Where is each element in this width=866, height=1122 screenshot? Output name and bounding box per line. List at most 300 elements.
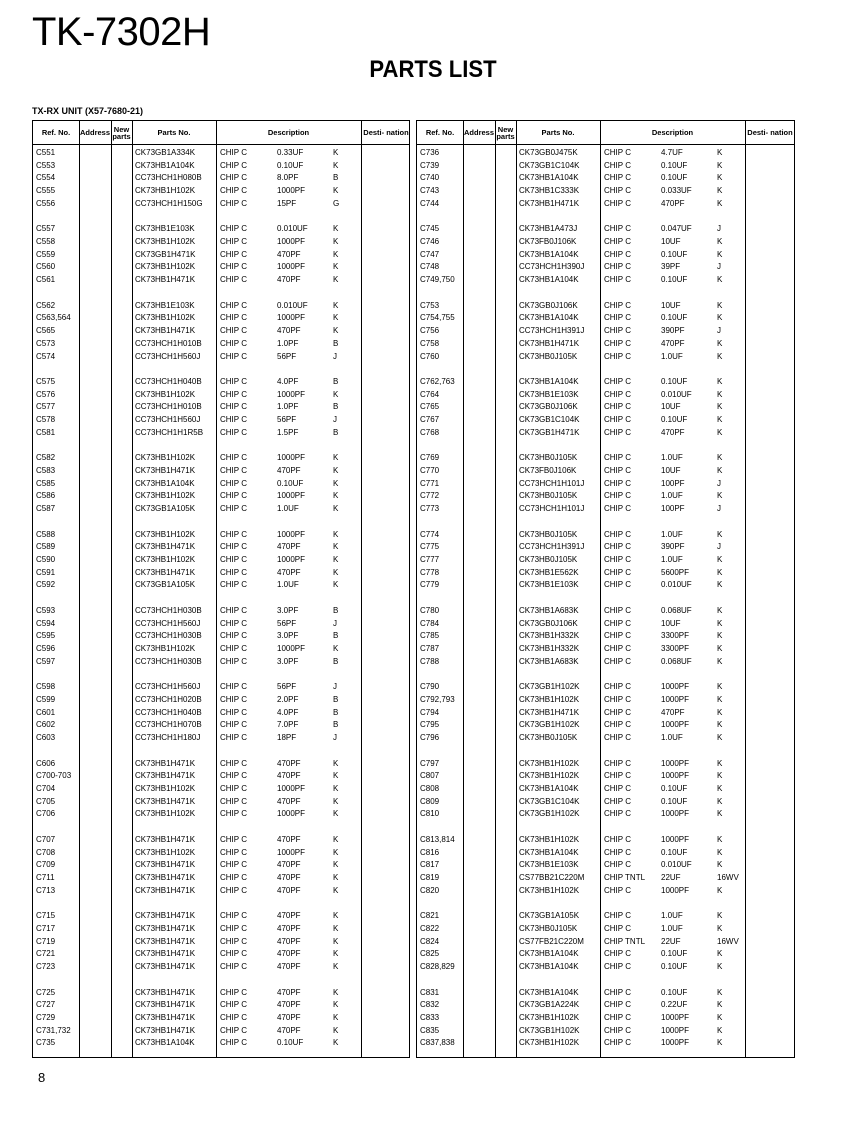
- table-row: [33, 796, 409, 809]
- desc-code: B: [333, 173, 339, 183]
- ref-no: C599: [36, 694, 56, 704]
- desc-type: CHIP C: [220, 198, 247, 208]
- table-row: [33, 478, 409, 491]
- parts-no: CK73HB0J105K: [519, 733, 578, 743]
- desc-value: 470PF: [277, 542, 301, 552]
- desc-type: CHIP C: [220, 936, 247, 946]
- ref-no: C719: [36, 936, 56, 946]
- ref-no: C727: [36, 1000, 56, 1010]
- ref-no: C813,814: [420, 834, 455, 844]
- desc-type: CHIP C: [604, 1025, 631, 1035]
- desc-type: CHIP C: [604, 567, 631, 577]
- desc-type: CHIP C: [220, 160, 247, 170]
- ref-no: C553: [36, 160, 56, 170]
- ref-no: C560: [36, 262, 56, 272]
- parts-no: CC73HCH1H040B: [135, 707, 202, 717]
- ref-no: C746: [420, 237, 440, 247]
- ref-no: C772: [420, 491, 440, 501]
- table-row: [33, 783, 409, 796]
- desc-value: 0.010UF: [277, 300, 308, 310]
- desc-value: 1000PF: [277, 491, 306, 501]
- desc-type: CHIP C: [220, 491, 247, 501]
- table-row: [417, 808, 794, 821]
- parts-no: CC73HCH1H1R5B: [135, 427, 204, 437]
- desc-value: 1000PF: [277, 784, 306, 793]
- desc-type: CHIP C: [220, 275, 247, 285]
- desc-value: 0.068UF: [661, 605, 692, 615]
- table-row: [417, 312, 794, 325]
- table-row: [417, 630, 794, 643]
- desc-value: 0.010UF: [277, 224, 308, 234]
- ref-no: C764: [420, 389, 440, 399]
- table-row: [33, 707, 409, 720]
- desc-code: K: [333, 873, 339, 883]
- desc-value: 1000PF: [661, 1025, 690, 1035]
- desc-code: K: [333, 275, 339, 285]
- header-description: Description: [267, 128, 310, 137]
- desc-code: K: [717, 1012, 723, 1022]
- desc-value: 1000PF: [661, 885, 690, 895]
- table-row: [33, 885, 409, 898]
- table-row: [417, 999, 794, 1012]
- desc-type: CHIP C: [604, 860, 631, 870]
- desc-code: K: [717, 313, 723, 323]
- desc-value: 470PF: [277, 275, 301, 285]
- desc-type: CHIP C: [220, 529, 247, 539]
- desc-type: CHIP C: [604, 173, 631, 183]
- parts-no: CK73GB1H102K: [519, 720, 580, 730]
- ref-no: C583: [36, 466, 56, 475]
- ref-no: C770: [420, 466, 440, 475]
- parts-no: CK73HB1A104K: [519, 376, 579, 386]
- parts-no: CK73HB1A104K: [135, 1038, 195, 1048]
- parts-no: CK73HB1H471K: [135, 1025, 196, 1035]
- ref-no: C795: [420, 720, 440, 730]
- parts-no: CK73HB1H102K: [135, 389, 196, 399]
- desc-type: CHIP C: [220, 376, 247, 386]
- desc-value: 1000PF: [277, 262, 306, 272]
- table-row: [417, 567, 794, 580]
- desc-code: K: [333, 1025, 339, 1035]
- desc-value: 0.10UF: [661, 962, 688, 972]
- desc-type: CHIP C: [604, 224, 631, 234]
- desc-code: K: [717, 466, 723, 475]
- table-row: [33, 630, 409, 643]
- desc-code: K: [333, 644, 339, 654]
- desc-code: J: [717, 542, 721, 552]
- desc-value: 1.0UF: [661, 911, 683, 921]
- table-row: [33, 529, 409, 542]
- desc-code: K: [717, 1025, 723, 1035]
- desc-type: CHIP C: [604, 694, 631, 704]
- parts-no: CK73HB1H471K: [135, 949, 196, 959]
- ref-no: C721: [36, 949, 56, 959]
- desc-type: CHIP C: [604, 631, 631, 641]
- desc-type: CHIP C: [604, 415, 631, 425]
- desc-code: K: [717, 949, 723, 959]
- desc-type: CHIP C: [604, 796, 631, 806]
- table-row: [417, 554, 794, 567]
- desc-type: CHIP C: [604, 389, 631, 399]
- table-row: [417, 847, 794, 860]
- desc-value: 0.10UF: [661, 376, 688, 386]
- parts-no: CK73HB1H332K: [519, 631, 580, 641]
- desc-value: 0.068UF: [661, 656, 692, 666]
- desc-value: 1.0UF: [661, 529, 683, 539]
- ref-no: C820: [420, 885, 440, 895]
- desc-code: K: [333, 809, 339, 819]
- desc-type: CHIP C: [220, 1038, 247, 1048]
- desc-code: K: [333, 1012, 339, 1022]
- desc-code: J: [717, 326, 721, 336]
- desc-value: 0.22UF: [661, 1000, 688, 1010]
- table-row: [417, 758, 794, 771]
- table-row: [33, 859, 409, 872]
- desc-value: 470PF: [277, 873, 301, 883]
- parts-no: CS77FB21C220M: [519, 936, 584, 946]
- desc-type: CHIP C: [220, 707, 247, 717]
- desc-code: K: [333, 796, 339, 806]
- ref-no: C559: [36, 249, 56, 259]
- parts-no: CK73HB1E103K: [519, 580, 579, 590]
- ref-no: C562: [36, 300, 56, 310]
- ref-no: C771: [420, 478, 440, 488]
- table-row: [417, 236, 794, 249]
- parts-no: CK73HB1H471K: [135, 771, 196, 781]
- table-row: [33, 936, 409, 949]
- desc-type: CHIP C: [604, 198, 631, 208]
- table-row: [33, 503, 409, 516]
- desc-value: 470PF: [277, 962, 301, 972]
- desc-type: CHIP C: [604, 949, 631, 959]
- parts-no: CK73HB1A104K: [519, 275, 579, 285]
- table-row: [417, 732, 794, 745]
- table-row: [33, 261, 409, 274]
- desc-type: CHIP C: [220, 784, 247, 793]
- ref-no: C756: [420, 326, 440, 336]
- ref-no: C561: [36, 275, 56, 285]
- table-row: [417, 147, 794, 160]
- ref-no: C555: [36, 186, 56, 196]
- table-row: [417, 770, 794, 783]
- ref-no: C792,793: [420, 694, 455, 704]
- desc-value: 100PF: [661, 478, 685, 488]
- parts-no: CK73HB1E103K: [135, 224, 195, 234]
- desc-value: 4.0PF: [277, 707, 299, 717]
- ref-no: C754,755: [420, 313, 455, 323]
- desc-code: B: [333, 376, 339, 386]
- desc-code: B: [333, 656, 339, 666]
- parts-no: CK73HB1E103K: [519, 389, 579, 399]
- ref-no: C596: [36, 644, 56, 654]
- ref-no: C778: [420, 567, 440, 577]
- parts-no: CK73HB1A104K: [519, 249, 579, 259]
- table-row: [33, 172, 409, 185]
- parts-no: CK73HB0J105K: [519, 555, 578, 565]
- desc-value: 470PF: [277, 466, 301, 475]
- page-title: PARTS LIST: [369, 56, 497, 83]
- desc-value: 2.0PF: [277, 694, 299, 704]
- ref-no: C588: [36, 529, 56, 539]
- desc-code: K: [333, 784, 339, 793]
- table-row: [33, 389, 409, 402]
- desc-code: K: [717, 962, 723, 972]
- header-new-parts: New parts: [112, 124, 131, 141]
- ref-no: C837,838: [420, 1038, 455, 1048]
- ref-no: C745: [420, 224, 440, 234]
- table-row: [33, 300, 409, 313]
- parts-no: CC73HCH1H101J: [519, 504, 585, 514]
- desc-code: J: [333, 682, 337, 692]
- table-row: [417, 351, 794, 364]
- desc-value: 1000PF: [277, 555, 306, 565]
- parts-no: CK73HB1H471K: [519, 338, 580, 348]
- parts-no: CK73HB1H102K: [519, 885, 580, 895]
- desc-value: 10UF: [661, 300, 681, 310]
- parts-no: CK73HB1H102K: [519, 694, 580, 704]
- parts-no: CK73HB1H471K: [135, 758, 196, 768]
- desc-type: CHIP C: [220, 478, 247, 488]
- table-row: [33, 847, 409, 860]
- desc-code: K: [717, 529, 723, 539]
- desc-code: K: [717, 771, 723, 781]
- ref-no: C794: [420, 707, 440, 717]
- desc-code: K: [717, 580, 723, 590]
- ref-no: C574: [36, 351, 56, 361]
- table-row: [417, 834, 794, 847]
- parts-no: CK73HB1H471K: [135, 326, 196, 336]
- parts-no: CK73HB1H102K: [519, 758, 580, 768]
- table-row: [33, 223, 409, 236]
- ref-no: C762,763: [420, 376, 455, 386]
- header-destination: Desti- nation: [363, 128, 409, 137]
- model-name: TK-7302H: [32, 10, 211, 54]
- desc-value: 0.010UF: [661, 389, 692, 399]
- table-row: [33, 961, 409, 974]
- desc-type: CHIP C: [604, 326, 631, 336]
- desc-value: 22UF: [661, 873, 681, 883]
- desc-type: CHIP C: [220, 860, 247, 870]
- ref-no: C808: [420, 784, 440, 793]
- parts-no: CK73HB1E103K: [519, 860, 579, 870]
- desc-type: CHIP C: [604, 847, 631, 857]
- ref-no: C821: [420, 911, 440, 921]
- table-row: [33, 770, 409, 783]
- desc-code: K: [717, 415, 723, 425]
- parts-no: CK73HB1A104K: [519, 784, 579, 793]
- ref-no: C573: [36, 338, 56, 348]
- desc-code: K: [333, 478, 339, 488]
- ref-no: C713: [36, 885, 56, 895]
- ref-no: C780: [420, 605, 440, 615]
- table-row: [417, 185, 794, 198]
- desc-type: CHIP C: [220, 224, 247, 234]
- desc-type: CHIP C: [604, 300, 631, 310]
- table-row: [33, 605, 409, 618]
- desc-value: 18PF: [277, 733, 297, 743]
- desc-code: B: [333, 707, 339, 717]
- desc-code: K: [333, 847, 339, 857]
- ref-no: C706: [36, 809, 56, 819]
- table-row: [33, 1037, 409, 1050]
- parts-no: CK73FB0J106K: [519, 466, 577, 475]
- parts-no: CK73HB1A104K: [519, 962, 579, 972]
- desc-code: K: [717, 682, 723, 692]
- ref-no: C557: [36, 224, 56, 234]
- desc-code: K: [333, 262, 339, 272]
- ref-no: C717: [36, 923, 56, 933]
- table-row: [33, 579, 409, 592]
- desc-type: CHIP C: [220, 326, 247, 336]
- parts-no: CK73GB0J106K: [519, 402, 578, 412]
- desc-code: K: [717, 796, 723, 806]
- desc-code: K: [717, 351, 723, 361]
- ref-no: C768: [420, 427, 440, 437]
- desc-value: 7.0PF: [277, 720, 299, 730]
- ref-no: C824: [420, 936, 440, 946]
- parts-no: CC73HCH1H030B: [135, 631, 202, 641]
- ref-no: C816: [420, 847, 440, 857]
- desc-value: 0.10UF: [277, 478, 304, 488]
- table-row: [33, 1012, 409, 1025]
- desc-type: CHIP C: [220, 351, 247, 361]
- desc-type: CHIP TNTL: [604, 873, 646, 883]
- ref-no: C711: [36, 873, 55, 883]
- desc-code: K: [717, 860, 723, 870]
- desc-code: B: [333, 338, 339, 348]
- ref-no: C790: [420, 682, 440, 692]
- desc-value: 470PF: [661, 427, 685, 437]
- parts-no: CK73GB1C104K: [519, 160, 580, 170]
- desc-type: CHIP C: [220, 402, 247, 412]
- parts-no: CC73HCH1H010B: [135, 338, 202, 348]
- desc-type: CHIP C: [220, 300, 247, 310]
- parts-no: CK73GB1A334K: [135, 148, 196, 157]
- desc-code: K: [333, 466, 339, 475]
- desc-value: 470PF: [277, 249, 301, 259]
- ref-no: C807: [420, 771, 440, 781]
- desc-value: 4.0PF: [277, 376, 299, 386]
- ref-no: C765: [420, 402, 440, 412]
- ref-no: C758: [420, 338, 440, 348]
- desc-type: CHIP C: [220, 580, 247, 590]
- parts-no: CK73HB1H332K: [519, 644, 580, 654]
- desc-type: CHIP C: [220, 873, 247, 883]
- ref-no: C606: [36, 758, 56, 768]
- desc-value: 0.010UF: [661, 860, 692, 870]
- table-row: [33, 236, 409, 249]
- desc-type: CHIP C: [220, 618, 247, 628]
- desc-type: CHIP C: [220, 796, 247, 806]
- table-row: [417, 872, 794, 885]
- desc-code: K: [717, 555, 723, 565]
- ref-no: C577: [36, 402, 56, 412]
- desc-value: 1000PF: [661, 682, 690, 692]
- desc-type: CHIP C: [604, 707, 631, 717]
- desc-value: 0.10UF: [661, 949, 688, 959]
- table-row: [33, 274, 409, 287]
- ref-no: C785: [420, 631, 440, 641]
- ref-no: C554: [36, 173, 56, 183]
- desc-value: 5600PF: [661, 567, 690, 577]
- ref-no: C593: [36, 605, 56, 615]
- ref-no: C707: [36, 834, 56, 844]
- desc-code: K: [333, 237, 339, 247]
- desc-value: 10UF: [661, 237, 681, 247]
- table-row: [417, 490, 794, 503]
- ref-no: C779: [420, 580, 440, 590]
- parts-no: CK73HB1H471K: [135, 987, 196, 997]
- desc-type: CHIP C: [220, 911, 247, 921]
- desc-code: K: [333, 962, 339, 972]
- table-row: [417, 579, 794, 592]
- parts-no: CK73HB1H471K: [135, 542, 196, 552]
- parts-no: CK73HB1H102K: [135, 262, 196, 272]
- desc-code: K: [717, 834, 723, 844]
- parts-no: CK73HB1A104K: [135, 160, 195, 170]
- table-row: [33, 198, 409, 211]
- parts-no: CK73GB0J475K: [519, 148, 578, 157]
- desc-code: K: [717, 173, 723, 183]
- desc-code: K: [333, 160, 339, 170]
- desc-value: 0.33UF: [277, 148, 304, 157]
- parts-no: CC73HCH1H180J: [135, 733, 201, 743]
- desc-type: CHIP C: [604, 237, 631, 247]
- ref-no: C773: [420, 504, 440, 514]
- desc-type: CHIP C: [220, 1000, 247, 1010]
- desc-code: K: [333, 326, 339, 336]
- desc-type: CHIP C: [220, 466, 247, 475]
- ref-no: C558: [36, 237, 56, 247]
- parts-no: CK73HB1H471K: [135, 796, 196, 806]
- ref-no: C576: [36, 389, 56, 399]
- desc-code: J: [333, 415, 337, 425]
- desc-type: CHIP C: [604, 555, 631, 565]
- ref-no: C715: [36, 911, 56, 921]
- table-row: [33, 312, 409, 325]
- table-row: [417, 172, 794, 185]
- page-number: 8: [38, 1070, 46, 1085]
- desc-code: K: [717, 148, 723, 157]
- desc-code: K: [717, 160, 723, 170]
- desc-code: K: [717, 275, 723, 285]
- desc-code: J: [333, 618, 337, 628]
- desc-value: 56PF: [277, 618, 297, 628]
- desc-value: 8.0PF: [277, 173, 299, 183]
- table-row: [417, 783, 794, 796]
- header-ref-no: Ref. No.: [41, 128, 71, 137]
- ref-no: C735: [36, 1038, 56, 1048]
- parts-no: CK73HB1H102K: [135, 491, 196, 501]
- desc-type: CHIP C: [604, 542, 631, 552]
- desc-type: CHIP C: [604, 682, 631, 692]
- parts-table-left: [32, 120, 410, 1058]
- desc-code: J: [717, 224, 721, 234]
- desc-code: 16WV: [717, 873, 739, 883]
- table-row: [417, 681, 794, 694]
- desc-type: CHIP C: [604, 402, 631, 412]
- table-row: [417, 401, 794, 414]
- ref-no: C578: [36, 415, 56, 425]
- ref-no: C591: [36, 567, 56, 577]
- table-row: [417, 796, 794, 809]
- desc-value: 1.0UF: [661, 555, 683, 565]
- desc-type: CHIP C: [604, 338, 631, 348]
- table-row: [33, 452, 409, 465]
- parts-no: CK73HB1H102K: [135, 186, 196, 196]
- header-destination: Desti- nation: [747, 128, 793, 137]
- parts-no: CK73HB1H471K: [135, 936, 196, 946]
